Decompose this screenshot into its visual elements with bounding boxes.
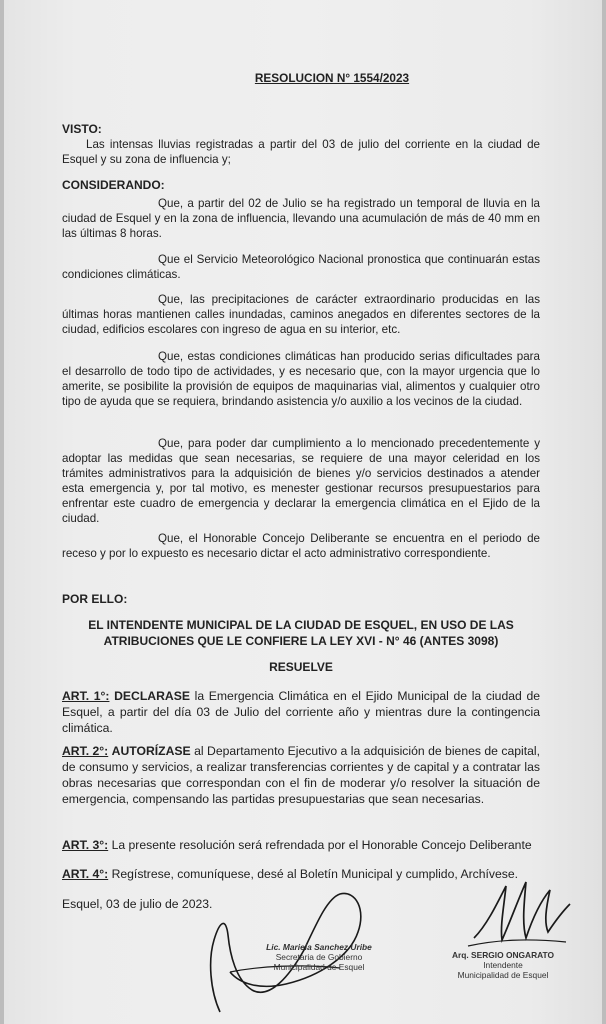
left-signatory-role: Secretaria de Gobierno [275, 952, 363, 962]
article-number: ART. 3°: [62, 838, 109, 852]
left-signature-stamp [244, 942, 394, 972]
intendente-heading-line1: EL INTENDENTE MUNICIPAL DE LA CIUDAD DE ESQUEL, EN USO DE LAS [88, 618, 514, 632]
intendente-heading-line2: ATRIBUCIONES QUE LE CONFIERE LA LEY XVI - N° 46 (ANTES 3098) [103, 634, 499, 648]
resuelve-heading: RESUELVE [269, 660, 333, 674]
considerando-paragraph: Que, a partir del 02 de Julio se ha registrado un temporal de lluvia en la ciudad de Esquel y en la zona de influencia, llevando una acumulación de más de 40 mm en las últimas 8 horas. [62, 197, 540, 240]
article-1 [62, 688, 540, 736]
right-signature-icon [466, 876, 576, 956]
article-text: Regístrese, comuníquese, desé al Boletín Municipal y cumplido, Archívese. [108, 867, 519, 881]
considerando-paragraph: Que el Servicio Meteorológico Nacional pronostica que continuarán estas condiciones climáticas. [62, 253, 540, 281]
considerando-paragraph: Que, el Honorable Concejo Deliberante se encuentra en el periodo de receso y por lo expuesto es necesario dictar el acto administrativo correspondiente. [62, 532, 540, 560]
article-number: ART. 4°: [62, 867, 109, 881]
left-signatory-name: Lic. Mariela Sanchez Uribe [266, 942, 372, 952]
right-signatory-name: Arq. SERGIO ONGARATO [451, 950, 555, 960]
article-number: ART. 1°: [62, 689, 110, 703]
considerando-paragraph: Que, estas condiciones climáticas han producido serias dificultades para el desarrollo de todo tipo de actividades, y es necesario que, con la mayor urgencia que lo amerite, se posibilite la provisión de equipos de maquinarias vial, alimentos y cualquier otro tipo de ayuda que se requiera, brindando asistencia y/o auxilio a los vecinos de la ciudad. [62, 350, 540, 408]
right-signature-stamp [442, 950, 564, 980]
article-number: ART. 2°: [62, 744, 109, 758]
article-keyword: AUTORÍZASE [111, 744, 191, 758]
article-keyword: DECLARASE [114, 689, 190, 703]
article-3 [62, 837, 540, 853]
considerando-label: CONSIDERANDO: [62, 178, 165, 192]
document-date: Esquel, 03 de julio de 2023. [62, 897, 213, 911]
article-text: La presente resolución será refrendada por el Honorable Concejo Deliberante [108, 838, 532, 852]
right-signatory-org: Municipalidad de Esquel [457, 970, 549, 980]
left-signatory-org: Municipalidad de Esquel [273, 962, 365, 972]
visto-text: Las intensas lluvias registradas a partir del 03 de julio del corriente en la ciudad de Esquel y su zona de influencia y; [62, 138, 540, 166]
considerando-paragraph: Que, las precipitaciones de carácter extraordinario producidas en las últimas horas mantienen calles inundadas, caminos anegados en diferentes sectores de la ciudad, edificios escolares con ingreso de agua en su interior, etc. [62, 293, 540, 336]
por-ello-label: POR ELLO: [62, 592, 128, 606]
right-signatory-role: Intendente [483, 960, 523, 970]
article-2 [62, 743, 540, 807]
article-text: al Departamento Ejecutivo a la adquisición de bienes de capital, de consumo y servicios, a realizar transferencias corrientes y de capital y a contratar las obras necesarias que correspondan con el fin de moderar y/o resolver la situación de emergencia, compensando las partidas presupuestarias que sean necesarias. [62, 744, 541, 806]
visto-label: VISTO: [62, 122, 102, 136]
considerando-paragraph: Que, para poder dar cumplimiento a lo mencionado precedentemente y adoptar las medidas que sean necesarias, se requiere de una mayor celeridad en los trámites administrativos para la adquisición de bienes y/o servicios destinados a atender esta emergencia y, por tal motivo, es menester gestionar recursos presupuestarios para enfrentar este cuadro de emergencia y declarar la emergencia climática en el Ejido de la ciudad. [62, 437, 540, 525]
document-page [4, 0, 602, 1024]
resolution-title: RESOLUCION N° 1554/2023 [254, 71, 410, 85]
article-text: la Emergencia Climática en el Ejido Municipal de la ciudad de Esquel, a partir del día 03 de Julio del corriente año y mientras dure la contingencia climática. [62, 689, 540, 735]
